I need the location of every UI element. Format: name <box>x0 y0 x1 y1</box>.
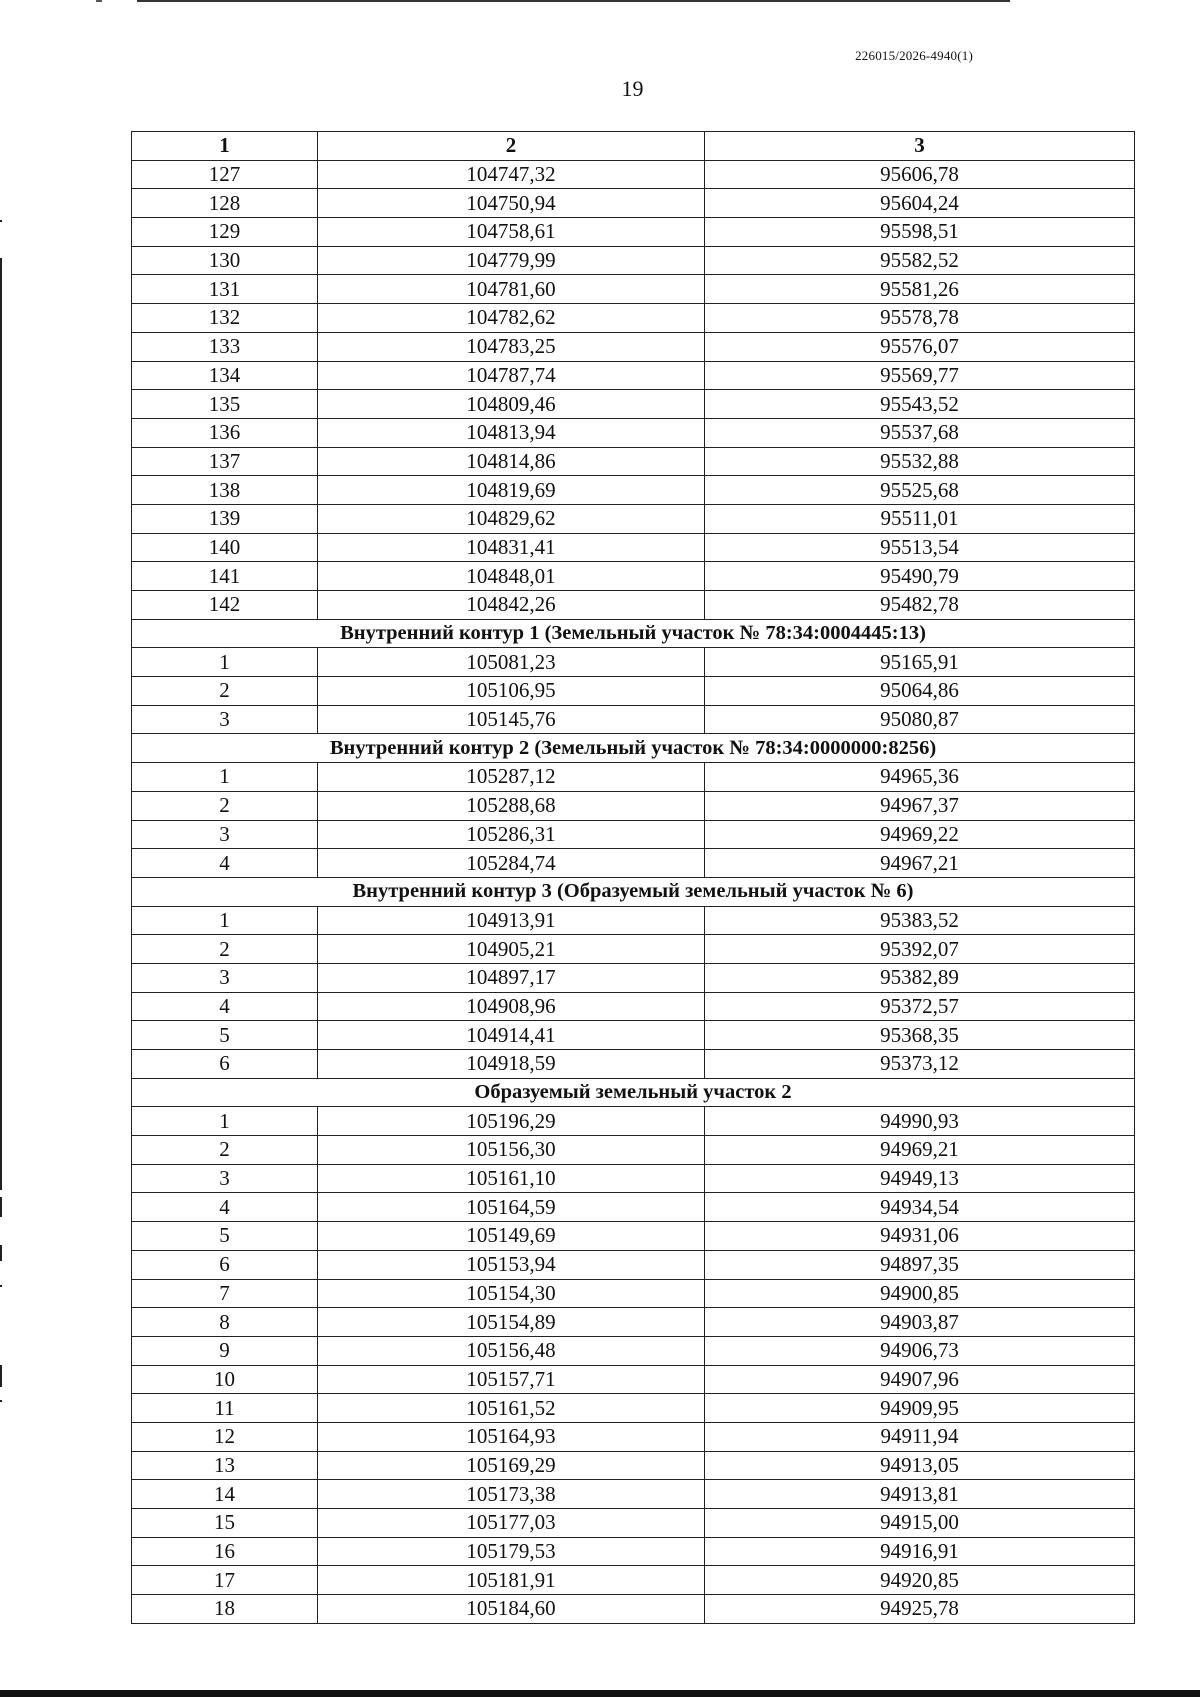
table-row <box>132 705 1135 734</box>
x-coordinate: 105173,38 <box>318 1480 705 1509</box>
point-number: 5 <box>132 1222 318 1251</box>
point-number: 132 <box>132 304 318 333</box>
point-number: 3 <box>132 705 318 734</box>
point-number: 10 <box>132 1365 318 1394</box>
y-coordinate: 95576,07 <box>705 332 1135 361</box>
table-row <box>132 1279 1135 1308</box>
point-number: 13 <box>132 1451 318 1480</box>
y-coordinate: 95581,26 <box>705 275 1135 304</box>
table-row <box>132 1336 1135 1365</box>
y-coordinate: 95372,57 <box>705 992 1135 1021</box>
table-row <box>132 1193 1135 1222</box>
y-coordinate: 95604,24 <box>705 189 1135 218</box>
point-number: 134 <box>132 361 318 390</box>
y-coordinate: 95513,54 <box>705 533 1135 562</box>
x-coordinate: 104831,41 <box>318 533 705 562</box>
y-coordinate: 95511,01 <box>705 504 1135 533</box>
y-coordinate: 94969,22 <box>705 820 1135 849</box>
x-coordinate: 104750,94 <box>318 189 705 218</box>
point-number: 6 <box>132 1250 318 1279</box>
table-row <box>132 1308 1135 1337</box>
y-coordinate: 94903,87 <box>705 1308 1135 1337</box>
x-coordinate: 104779,99 <box>318 246 705 275</box>
table-row <box>132 361 1135 390</box>
table-row <box>132 533 1135 562</box>
margin-mark <box>0 220 2 222</box>
table-row <box>132 1250 1135 1279</box>
point-number: 18 <box>132 1595 318 1624</box>
x-coordinate: 104848,01 <box>318 562 705 591</box>
y-coordinate: 94907,96 <box>705 1365 1135 1394</box>
section-heading-row <box>132 619 1135 648</box>
y-coordinate: 95606,78 <box>705 160 1135 189</box>
point-number: 2 <box>132 935 318 964</box>
x-coordinate: 104814,86 <box>318 447 705 476</box>
x-coordinate: 105169,29 <box>318 1451 705 1480</box>
section-heading-row <box>132 877 1135 906</box>
y-coordinate: 94931,06 <box>705 1222 1135 1251</box>
x-coordinate: 104781,60 <box>318 275 705 304</box>
margin-mark <box>0 1285 2 1287</box>
table-row <box>132 591 1135 620</box>
section-heading: Внутренний контур 3 (Образуемый земельный участок № 6) <box>132 877 1135 906</box>
table-row <box>132 562 1135 591</box>
x-coordinate: 105156,30 <box>318 1136 705 1165</box>
y-coordinate: 95543,52 <box>705 390 1135 419</box>
y-coordinate: 95368,35 <box>705 1021 1135 1050</box>
x-coordinate: 105161,52 <box>318 1394 705 1423</box>
x-coordinate: 105177,03 <box>318 1509 705 1538</box>
point-number: 133 <box>132 332 318 361</box>
table-row <box>132 476 1135 505</box>
point-number: 139 <box>132 504 318 533</box>
table-row <box>132 418 1135 447</box>
x-coordinate: 105145,76 <box>318 705 705 734</box>
point-number: 142 <box>132 591 318 620</box>
x-coordinate: 104747,32 <box>318 160 705 189</box>
y-coordinate: 95525,68 <box>705 476 1135 505</box>
table-row <box>132 1394 1135 1423</box>
point-number: 3 <box>132 963 318 992</box>
x-coordinate: 105106,95 <box>318 677 705 706</box>
y-coordinate: 94900,85 <box>705 1279 1135 1308</box>
y-coordinate: 95165,91 <box>705 648 1135 677</box>
y-coordinate: 95490,79 <box>705 562 1135 591</box>
point-number: 128 <box>132 189 318 218</box>
x-coordinate: 105288,68 <box>318 791 705 820</box>
x-coordinate: 104783,25 <box>318 332 705 361</box>
table-row <box>132 648 1135 677</box>
table-row <box>132 1422 1135 1451</box>
point-number: 127 <box>132 160 318 189</box>
point-number: 141 <box>132 562 318 591</box>
y-coordinate: 94925,78 <box>705 1595 1135 1624</box>
margin-mark <box>0 1245 2 1261</box>
point-number: 4 <box>132 992 318 1021</box>
y-coordinate: 95582,52 <box>705 246 1135 275</box>
point-number: 135 <box>132 390 318 419</box>
point-number: 137 <box>132 447 318 476</box>
table-row <box>132 504 1135 533</box>
table-row <box>132 906 1135 935</box>
table-row <box>132 332 1135 361</box>
y-coordinate: 94909,95 <box>705 1394 1135 1423</box>
x-coordinate: 104897,17 <box>318 963 705 992</box>
x-coordinate: 105153,94 <box>318 1250 705 1279</box>
table-row <box>132 218 1135 247</box>
point-number: 17 <box>132 1566 318 1595</box>
table-row <box>132 963 1135 992</box>
y-coordinate: 94915,00 <box>705 1509 1135 1538</box>
x-coordinate: 104913,91 <box>318 906 705 935</box>
x-coordinate: 105154,30 <box>318 1279 705 1308</box>
point-number: 7 <box>132 1279 318 1308</box>
point-number: 1 <box>132 906 318 935</box>
table-row <box>132 1566 1135 1595</box>
x-coordinate: 105284,74 <box>318 849 705 878</box>
table-row <box>132 1021 1135 1050</box>
point-number: 1 <box>132 763 318 792</box>
x-coordinate: 105286,31 <box>318 820 705 849</box>
point-number: 9 <box>132 1336 318 1365</box>
point-number: 14 <box>132 1480 318 1509</box>
y-coordinate: 95569,77 <box>705 361 1135 390</box>
point-number: 15 <box>132 1509 318 1538</box>
table-row <box>132 849 1135 878</box>
point-number: 5 <box>132 1021 318 1050</box>
table-row <box>132 1222 1135 1251</box>
point-number: 6 <box>132 1050 318 1079</box>
y-coordinate: 94934,54 <box>705 1193 1135 1222</box>
point-number: 130 <box>132 246 318 275</box>
x-coordinate: 104829,62 <box>318 504 705 533</box>
column-header: 1 <box>132 132 318 161</box>
table-row <box>132 1107 1135 1136</box>
x-coordinate: 104809,46 <box>318 390 705 419</box>
y-coordinate: 95080,87 <box>705 705 1135 734</box>
y-coordinate: 94969,21 <box>705 1136 1135 1165</box>
point-number: 4 <box>132 1193 318 1222</box>
table-row <box>132 447 1135 476</box>
x-coordinate: 104914,41 <box>318 1021 705 1050</box>
x-coordinate: 105081,23 <box>318 648 705 677</box>
y-coordinate: 95392,07 <box>705 935 1135 964</box>
x-coordinate: 104905,21 <box>318 935 705 964</box>
y-coordinate: 94965,36 <box>705 763 1135 792</box>
point-number: 4 <box>132 849 318 878</box>
point-number: 1 <box>132 1107 318 1136</box>
table-row <box>132 189 1135 218</box>
x-coordinate: 105287,12 <box>318 763 705 792</box>
y-coordinate: 94913,81 <box>705 1480 1135 1509</box>
x-coordinate: 105196,29 <box>318 1107 705 1136</box>
table-row <box>132 246 1135 275</box>
x-coordinate: 105149,69 <box>318 1222 705 1251</box>
table-row <box>132 677 1135 706</box>
table-row <box>132 1509 1135 1538</box>
table-row <box>132 1537 1135 1566</box>
x-coordinate: 104782,62 <box>318 304 705 333</box>
point-number: 2 <box>132 1136 318 1165</box>
y-coordinate: 94911,94 <box>705 1422 1135 1451</box>
y-coordinate: 95598,51 <box>705 218 1135 247</box>
y-coordinate: 95064,86 <box>705 677 1135 706</box>
margin-mark <box>0 258 2 1190</box>
table-row <box>132 1595 1135 1624</box>
x-coordinate: 104819,69 <box>318 476 705 505</box>
x-coordinate: 105164,59 <box>318 1193 705 1222</box>
scan-corner-mark <box>96 0 102 2</box>
section-heading-row <box>132 734 1135 763</box>
y-coordinate: 94913,05 <box>705 1451 1135 1480</box>
top-rule <box>137 0 1010 2</box>
section-heading: Образуемый земельный участок 2 <box>132 1078 1135 1107</box>
margin-mark <box>0 1400 2 1402</box>
table-row <box>132 1136 1135 1165</box>
point-number: 3 <box>132 820 318 849</box>
y-coordinate: 94916,91 <box>705 1537 1135 1566</box>
margin-mark <box>0 1197 2 1217</box>
table-row <box>132 820 1135 849</box>
table-row <box>132 1451 1135 1480</box>
x-coordinate: 104908,96 <box>318 992 705 1021</box>
point-number: 138 <box>132 476 318 505</box>
section-heading-row <box>132 1078 1135 1107</box>
document-reference: 226015/2026-4940(1) <box>855 48 973 63</box>
point-number: 11 <box>132 1394 318 1423</box>
table-row <box>132 1164 1135 1193</box>
table-row <box>132 935 1135 964</box>
y-coordinate: 95537,68 <box>705 418 1135 447</box>
y-coordinate: 95382,89 <box>705 963 1135 992</box>
x-coordinate: 105157,71 <box>318 1365 705 1394</box>
coordinates-table <box>131 131 1135 1624</box>
column-header: 3 <box>705 132 1135 161</box>
y-coordinate: 95532,88 <box>705 447 1135 476</box>
table-row <box>132 1365 1135 1394</box>
y-coordinate: 94906,73 <box>705 1336 1135 1365</box>
table-row <box>132 1480 1135 1509</box>
x-coordinate: 104787,74 <box>318 361 705 390</box>
y-coordinate: 95578,78 <box>705 304 1135 333</box>
point-number: 8 <box>132 1308 318 1337</box>
y-coordinate: 94897,35 <box>705 1250 1135 1279</box>
y-coordinate: 94949,13 <box>705 1164 1135 1193</box>
x-coordinate: 104918,59 <box>318 1050 705 1079</box>
point-number: 2 <box>132 791 318 820</box>
point-number: 140 <box>132 533 318 562</box>
x-coordinate: 104758,61 <box>318 218 705 247</box>
y-coordinate: 94967,21 <box>705 849 1135 878</box>
bottom-rule <box>0 1690 1200 1697</box>
point-number: 136 <box>132 418 318 447</box>
y-coordinate: 94990,93 <box>705 1107 1135 1136</box>
x-coordinate: 105156,48 <box>318 1336 705 1365</box>
point-number: 131 <box>132 275 318 304</box>
point-number: 2 <box>132 677 318 706</box>
table-row <box>132 992 1135 1021</box>
table-row <box>132 160 1135 189</box>
table-row <box>132 304 1135 333</box>
point-number: 12 <box>132 1422 318 1451</box>
page-number: 19 <box>621 76 644 101</box>
x-coordinate: 105184,60 <box>318 1595 705 1624</box>
section-heading: Внутренний контур 2 (Земельный участок № 78:34:0000000:8256) <box>132 734 1135 763</box>
point-number: 16 <box>132 1537 318 1566</box>
point-number: 1 <box>132 648 318 677</box>
point-number: 129 <box>132 218 318 247</box>
x-coordinate: 105161,10 <box>318 1164 705 1193</box>
margin-mark <box>0 1365 2 1387</box>
y-coordinate: 95373,12 <box>705 1050 1135 1079</box>
table-row <box>132 791 1135 820</box>
y-coordinate: 95383,52 <box>705 906 1135 935</box>
y-coordinate: 94967,37 <box>705 791 1135 820</box>
column-header: 2 <box>318 132 705 161</box>
y-coordinate: 95482,78 <box>705 591 1135 620</box>
table-row <box>132 390 1135 419</box>
x-coordinate: 104842,26 <box>318 591 705 620</box>
table-row <box>132 1050 1135 1079</box>
table-row <box>132 275 1135 304</box>
x-coordinate: 105154,89 <box>318 1308 705 1337</box>
table-header-row <box>132 132 1135 161</box>
section-heading: Внутренний контур 1 (Земельный участок № 78:34:0004445:13) <box>132 619 1135 648</box>
x-coordinate: 105181,91 <box>318 1566 705 1595</box>
x-coordinate: 104813,94 <box>318 418 705 447</box>
y-coordinate: 94920,85 <box>705 1566 1135 1595</box>
table-body <box>132 160 1135 1623</box>
x-coordinate: 105164,93 <box>318 1422 705 1451</box>
table-row <box>132 763 1135 792</box>
x-coordinate: 105179,53 <box>318 1537 705 1566</box>
point-number: 3 <box>132 1164 318 1193</box>
